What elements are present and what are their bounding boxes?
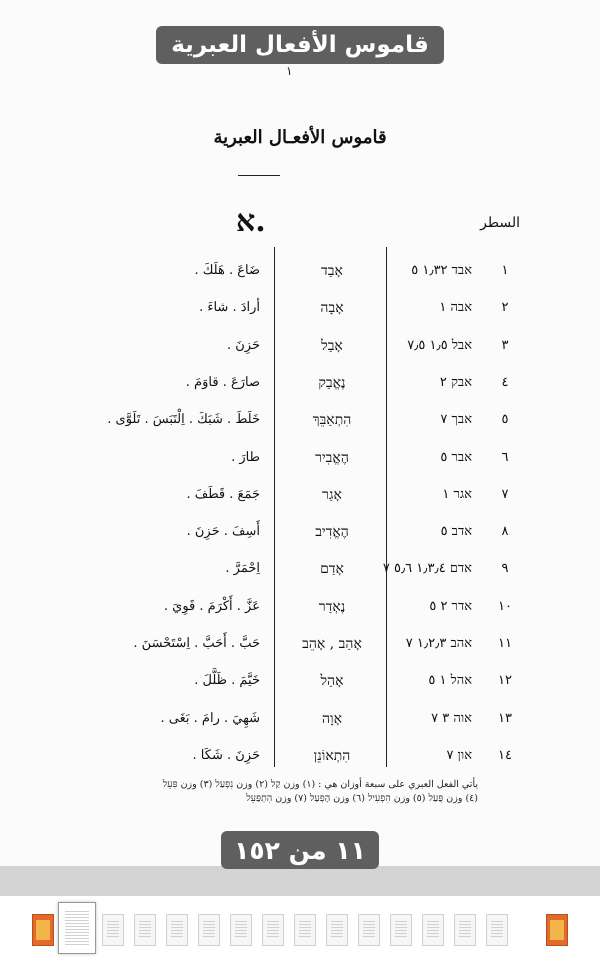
page-thumbnail[interactable] <box>198 914 220 946</box>
row-number: ٧ <box>501 486 509 502</box>
row-meaning: اِحْمَرَّ . <box>225 561 260 577</box>
row-number: ٢ <box>501 300 509 316</box>
page-thumbnail[interactable] <box>32 914 54 946</box>
page-thumbnail[interactable] <box>102 914 124 946</box>
row-number: ٤ <box>501 374 509 390</box>
row-reference: אדר ٢ ٥ <box>429 598 472 614</box>
page-thumbnail[interactable] <box>454 914 476 946</box>
row-number: ١٠ <box>498 598 512 614</box>
page-thumbnail[interactable] <box>294 914 316 946</box>
line-column-label: السطر <box>480 215 520 231</box>
row-verb-form: אָהַל <box>320 673 344 690</box>
row-reference: אדב ٥ <box>440 524 472 540</box>
page-counter: ١١ من ١٥٢ <box>221 831 379 869</box>
page-thumbnail[interactable] <box>230 914 252 946</box>
row-meaning: حَزِنَ . شَكَا . <box>192 747 260 763</box>
row-verb-form: אָהַב , אָהֵב <box>302 636 362 652</box>
footnote-line-2: (٤) وزن פֻּעַל (٥) وزن הִפְעִיל (٦) وزن הָפְעַל (٧) وزن הִתְפַּעֵל <box>246 793 478 804</box>
row-meaning: أَسِفَ . حَزِنَ . <box>186 524 260 540</box>
table-row <box>0 327 600 365</box>
page-thumbnail[interactable] <box>262 914 284 946</box>
row-verb-form: אָוָה <box>321 710 343 727</box>
table-row <box>0 662 600 700</box>
table-row <box>0 439 600 477</box>
row-reference: אבה ١ <box>439 300 472 316</box>
row-meaning: ضَاعَ . هَلَكَ . <box>194 263 260 278</box>
row-verb-form: אָבַד <box>321 263 343 279</box>
row-reference: אגר ١ <box>442 486 472 502</box>
thumbnail-strip[interactable] <box>0 896 600 966</box>
row-reference: אהב ١٫٢٫٣ ٧ <box>405 636 472 651</box>
row-meaning: أرادَ . شاءَ . <box>199 300 260 316</box>
row-verb-form: הִתְאוֹנֵן <box>313 747 351 764</box>
table-row <box>0 625 600 663</box>
row-verb-form: הִתְאַבֵּךְ <box>312 412 352 429</box>
row-reference: אבד ١٫٣٢ ٥ <box>411 263 472 278</box>
row-reference: אבל ١٫٥ ٧٫٥ <box>407 337 472 353</box>
row-number: ٣ <box>501 337 509 353</box>
footnote <box>78 778 478 806</box>
row-verb-form: נֶאֱבַק <box>318 374 346 391</box>
row-verb-form: אָדַם <box>320 561 344 578</box>
table-row <box>0 289 600 327</box>
row-meaning: عَزَّ . أَكْرَمَ . قَوِيَ . <box>163 598 260 614</box>
row-verb-form: נֶאְדַר <box>318 598 346 615</box>
page-number-top: ١ <box>286 64 293 78</box>
row-reference: און ٧ <box>446 747 472 763</box>
row-number: ١٢ <box>498 673 512 689</box>
table-row <box>0 550 600 588</box>
row-meaning: حَبَّ . أَحَبَّ . اِسْتَحْسَنَ . <box>133 636 260 651</box>
row-number: ١ <box>501 263 509 278</box>
row-verb-form: אָבָה <box>320 300 344 317</box>
page-thumbnail[interactable] <box>486 914 508 946</box>
page-thumbnail[interactable] <box>166 914 188 946</box>
page-thumbnail[interactable] <box>326 914 348 946</box>
table-row <box>0 588 600 626</box>
page-thumbnail[interactable] <box>390 914 412 946</box>
row-reference: אהל ١ ٥ <box>428 673 472 689</box>
row-meaning: جَمَعَ . قَطَفَ . <box>186 486 260 502</box>
row-reference: אוה ٣ ٧ <box>431 710 472 726</box>
page-thumbnail[interactable] <box>58 902 96 954</box>
row-verb-form: הֶאֱדִיב <box>315 524 349 541</box>
row-reference: אדם ١٫٣٫٤ ٥٫٦ ٧ <box>382 561 472 577</box>
row-verb-form: אָבַל <box>321 337 343 354</box>
table-row <box>0 401 600 439</box>
letter-header: א. <box>236 204 266 239</box>
row-number: ٦ <box>501 449 509 465</box>
row-meaning: حَزِنَ . <box>226 337 260 353</box>
table-row <box>0 737 600 775</box>
row-meaning: خَيَّمَ . ظَلَّلَ . <box>194 673 260 689</box>
table-row <box>0 700 600 738</box>
row-verb-form: הֶאֱבִיר <box>315 449 349 466</box>
row-number: ٩ <box>501 561 509 577</box>
page-thumbnail[interactable] <box>546 914 568 946</box>
table-row <box>0 252 600 290</box>
table-row <box>0 364 600 402</box>
row-reference: אבק ٢ <box>439 374 472 390</box>
row-number: ٥ <box>501 412 509 428</box>
row-number: ٨ <box>501 524 509 540</box>
page-thumbnail[interactable] <box>134 914 156 946</box>
book-title-badge: قاموس الأفعال العبرية <box>156 26 444 64</box>
row-number: ١١ <box>498 636 512 651</box>
row-meaning: طارَ . <box>231 449 260 465</box>
row-meaning: خَلَطَ . شَبَكَ . اِلْتَبَسَ . تَلَوَّى . <box>107 412 260 428</box>
row-reference: אבך ٧ <box>440 412 472 428</box>
row-verb-form: אָגַר <box>322 486 342 503</box>
row-reference: אבר ٥ <box>440 449 472 465</box>
table-row <box>0 513 600 551</box>
footnote-line-1: يأتي الفعل العبري على سبعة أوزان هي : (١) وزن קַל (٢) وزن נִפְעַל (٣) وزن פִּעֵל <box>162 779 478 790</box>
row-number: ١٣ <box>498 710 512 726</box>
page-thumbnail[interactable] <box>358 914 380 946</box>
page-heading: قاموس الأفعـال العبرية <box>213 127 387 148</box>
row-number: ١٤ <box>498 747 512 763</box>
table-row <box>0 476 600 514</box>
heading-rule <box>238 175 280 176</box>
row-meaning: صارَعَ . قاوَمَ . <box>185 374 260 390</box>
row-meaning: شَهِيَ . رامَ . بَغَى . <box>160 710 260 726</box>
page-thumbnail[interactable] <box>422 914 444 946</box>
